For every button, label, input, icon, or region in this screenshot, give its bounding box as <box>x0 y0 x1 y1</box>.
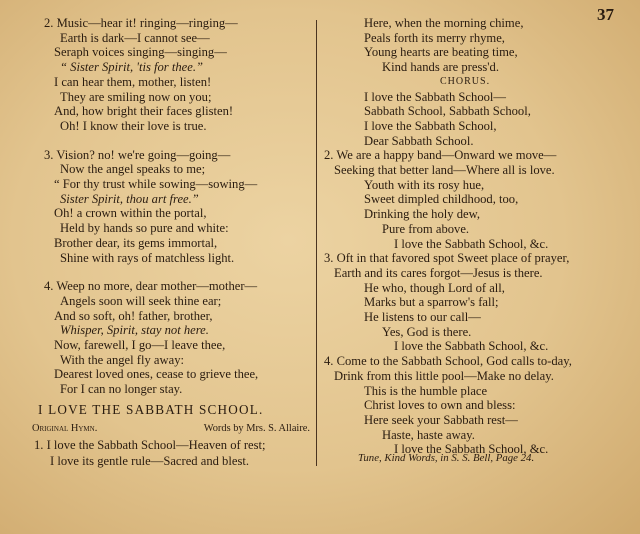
verse-line: 4. Come to the Sabbath School, God calls to-day, <box>324 354 572 369</box>
verse-line: Haste, haste away. <box>382 427 475 442</box>
tune-note: Tune, Kind Words, in S. S. Bell, Page 24. <box>358 452 535 464</box>
verse-line: Sweet dimpled childhood, too, <box>364 192 519 207</box>
chorus-line: I love the Sabbath School— <box>364 89 507 104</box>
verse-line: Marks but a sparrow's fall; <box>364 295 499 310</box>
verse-line: This is the humble place <box>364 383 488 398</box>
verse-line: Dearest loved ones, cease to grieve thee, <box>54 367 259 382</box>
verse-line: I love the Sabbath School, &c. <box>394 236 549 251</box>
verse-line: Angels soon will seek thine ear; <box>60 293 222 308</box>
verse-line: Oh! a crown within the portal, <box>54 206 207 221</box>
verse-line: I love the Sabbath School, &c. <box>394 442 549 457</box>
words-by-credit: Words by Mrs. S. Allaire. <box>203 423 310 434</box>
verse-line: He who, though Lord of all, <box>364 280 505 295</box>
verse-line: Here, when the morning chime, <box>364 16 524 30</box>
verse-line: “ For thy trust while sowing—sowing— <box>54 177 258 192</box>
column-divider <box>316 20 317 466</box>
hymn-title: I LOVE THE SABBATH SCHOOL. <box>38 402 264 417</box>
original-hymn-label: Original Hymn. <box>32 423 98 434</box>
verse-line: Sister Spirit, thou art free.” <box>60 191 199 206</box>
verse-line: 2. We are a happy band—Onward we move— <box>324 148 557 163</box>
left-column <box>44 16 314 397</box>
verse-line: “ Sister Spirit, 'tis for thee.” <box>60 60 203 75</box>
verse-line: Here seek your Sabbath rest— <box>364 412 518 427</box>
verse-line: Peals forth its merry rhyme, <box>364 30 505 45</box>
verse-line: Oh! I know their love is true. <box>60 118 207 133</box>
right-column <box>324 16 614 457</box>
verse-line: They are smiling now on you; <box>60 89 212 104</box>
verse-line: Held by hands so pure and white: <box>60 221 229 236</box>
verse-line: He listens to our call— <box>364 310 481 325</box>
verse-line: Drink from this little pool—Make no delay. <box>334 368 554 383</box>
verse-line: Brother dear, its gems immortal, <box>54 235 218 250</box>
verse-line: Drinking the holy dew, <box>364 207 481 222</box>
hymn-byline <box>32 423 310 434</box>
verse-line: 3. Vision? no! we're going—going— <box>44 147 231 162</box>
chorus-line: I love the Sabbath School, <box>364 118 497 133</box>
verse-line: Earth is dark—I cannot see— <box>60 30 210 45</box>
verse-line: I love the Sabbath School, &c. <box>394 339 549 354</box>
verse-line: And so soft, oh! father, brother, <box>54 308 213 323</box>
verse-line: Now the angel speaks to me; <box>60 162 206 177</box>
verse-line: Whisper, Spirit, stay not here. <box>60 323 209 338</box>
verse-line: 1. I love the Sabbath School—Heaven of rest; <box>34 438 266 452</box>
verse-line: Now, farewell, I go—I leave thee, <box>54 338 226 353</box>
chorus-line: Dear Sabbath School. <box>364 133 474 148</box>
verse-line: I can hear them, mother, listen! <box>54 74 212 89</box>
verse-line: With the angel fly away: <box>60 352 184 367</box>
verse-line: 3. Oft in that favored spot Sweet place of prayer, <box>324 251 570 266</box>
verse-line: I love its gentle rule—Sacred and blest. <box>50 453 249 468</box>
verse-line: Young hearts are beating time, <box>364 45 518 60</box>
chorus-line: Sabbath School, Sabbath School, <box>364 104 531 119</box>
verse-line: 4. Weep no more, dear mother—mother— <box>44 279 258 294</box>
verse-line: Shine with rays of matchless light. <box>60 250 235 265</box>
chorus-label: CHORUS. <box>440 75 491 87</box>
verse-line: For I can no longer stay. <box>60 382 183 397</box>
verse-line: Seeking that better land—Where all is love. <box>334 163 555 178</box>
verse-line: Kind hands are press'd. <box>382 60 499 75</box>
hymn-verse-1 <box>34 438 314 469</box>
verse-line: Yes, God is there. <box>382 324 472 339</box>
verse-line: 2. Music—hear it! ringing—ringing— <box>44 16 238 30</box>
verse-line: And, how bright their faces glisten! <box>54 104 234 119</box>
verse-line: Earth and its cares forgot—Jesus is there. <box>334 265 543 280</box>
verse-line: Pure from above. <box>382 221 470 236</box>
verse-line: Seraph voices singing—singing— <box>54 45 227 60</box>
page-number: 37 <box>597 5 614 24</box>
verse-line: Youth with its rosy hue, <box>364 177 485 192</box>
verse-line: Christ loves to own and bless: <box>364 398 516 413</box>
